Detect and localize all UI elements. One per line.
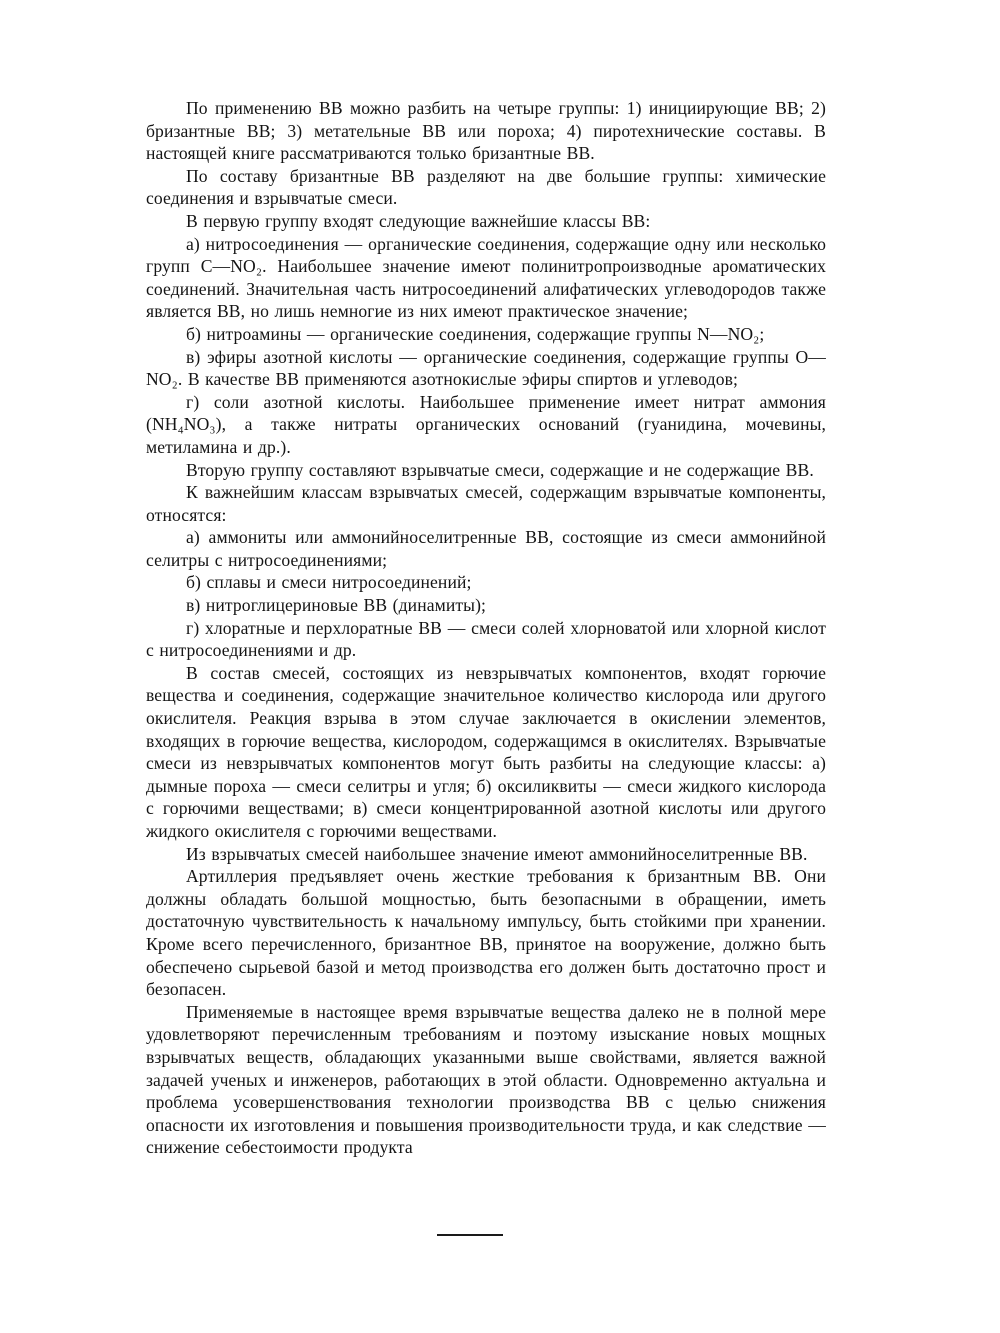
paragraph-current-explosives: Применяемые в настоящее время взрывчатые вещества далеко не в полной мере удовлетворяют перечисленным требованиям и поэтому изыскание новых мощных взрывчатых веществ, обладающих указанными выше свойствами, является важной задачей ученых и инженеров, работающих в этой области. Одновременно актуальна и проблема усовершенствования технологии производства ВВ с целью снижения опасности их изготовления и повышения производительности труда, и как следствие — снижение себестоимости продукта [146,1001,826,1158]
section-end-rule [437,1234,503,1236]
list-item-nitric-esters: в) эфиры азотной кислоты — органические соединения, содержащие группы O—NO₂. В качестве ВВ применяются азотнокислые эфиры спиртов и углеводов; [146,346,826,390]
body-text [146,97,826,1159]
paragraph-explosive-groups: По применению ВВ можно разбить на четыре группы: 1) инициирующие ВВ; 2) бризантные ВВ; 3) метательные ВВ или пороха; 4) пиротехнические составы. В настоящей книге рассматриваются только бризантные ВВ. [146,98,826,164]
list-item-ammonites: а) аммониты или аммонийноселитренные ВВ, состоящие из смеси аммонийной селитры с нитросоединениями; [146,527,826,570]
list-item-nitric-salts: г) соли азотной кислоты. Наибольшее применение имеет нитрат аммония (NH₄NO₃), а также нитраты органических оснований (гуанидина, мочевины, метиламина и др.). [146,391,826,457]
paragraph-ammonium-mixtures: Из взрывчатых смесей наибольшее значение имеют аммонийноселитренные ВВ. [186,843,808,864]
list-item-nitroamines: б) нитроамины — органические соединения, содержащие группы N—NO₂; [186,323,765,344]
list-item-nitroglycerin: в) нитроглицериновые ВВ (динамиты); [186,595,487,616]
list-item-alloys: б) сплавы и смеси нитросоединений; [186,572,472,593]
paragraph-second-group: Вторую группу составляют взрывчатые смеси, содержащие и не содержащие ВВ. [186,459,814,480]
paragraph-non-explosive-components: В состав смесей, состоящих из невзрывчатых компонентов, входят горючие вещества и соединения, содержащие значительное количество кислорода или другого окислителя. Реакция взрыва в этом случае заключается в окислении элементов, входящих в горючие вещества, кислородом, содержащимся в окислителях. Взрывчатые смеси из невзрывчатых компонентов могут быть разбиты на следующие классы: а) дымные пороха — смеси селитры и угля; б) оксиликвиты — смеси жидкого кислорода с горючими веществами; в) смеси концентрированной азотной кислоты или другого жидкого окислителя с горючими веществами. [146,662,826,841]
list-item-chlorates: г) хлоратные и перхлоратные ВВ — смеси солей хлорноватой или хлорной кислот с нитросоединениями и др. [146,617,826,661]
paragraph-composition: По составу бризантные ВВ разделяют на две большие группы: химические соединения и взрывчатые смеси. [146,165,826,209]
paragraph-first-group-intro: В первую группу входят следующие важнейшие классы ВВ: [186,210,651,231]
list-item-nitro-compounds: а) нитросоединения — органические соединения, содержащие одну или несколько групп C—NO₂. Наибольшее значение имеют полинитропроизводные ароматических соединений. Значительная часть нитросоединений алифатических углеводородов также является ВВ, но лишь немногие из них имеют практическое значение; [146,233,826,322]
paragraph-mixtures-intro: К важнейшим классам взрывчатых смесей, содержащим взрывчатые компоненты, относятся: [146,482,826,525]
paragraph-artillery-requirements: Артиллерия предъявляет очень жесткие требования к бризантным ВВ. Они должны обладать большой мощностью, быть безопасными в обращении, иметь достаточную чувствительность к начальному импульсу, быть стойкими при хранении. Кроме всего перечисленного, бризантное ВВ, принятое на вооружение, должно быть обеспечено сырьевой базой и метод производства его должен быть достаточно прост и безопасен. [146,866,826,1000]
